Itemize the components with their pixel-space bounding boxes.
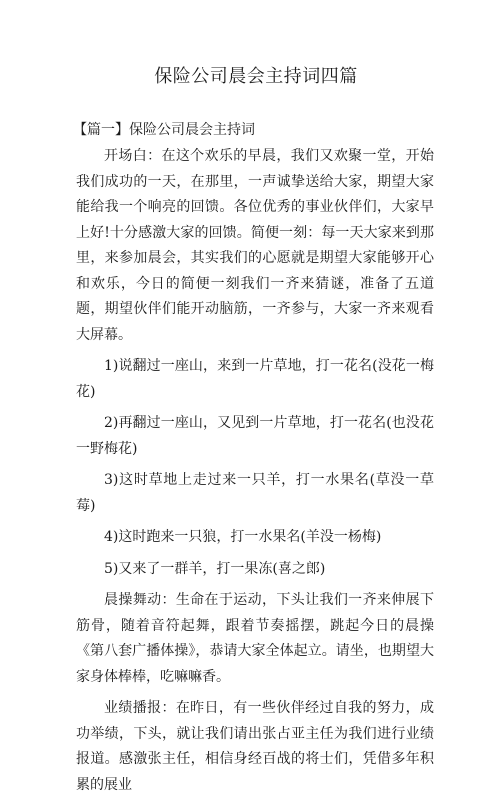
section-heading: 【篇一】保险公司晨会主持词 bbox=[73, 122, 255, 138]
riddle-3: 3)这时草地上走过来一只羊，打一水果名(草没一草莓) bbox=[76, 472, 434, 514]
paragraph-opening: 开场白：在这个欢乐的早晨，我们又欢聚一堂，开始我们成功的一天，在那里，一声诚挚送给大家，期望大家能给我一个响亮的回馈。各位优秀的事业伙伴们，大家早上好!十分感激大家的回馈。简便一刻：每一天大家来到那里，来参加晨会，其实我们的心愿就是期望大家能够开心和欢乐，今日的简便一刻我们一齐来猜谜，准备了五道题，期望伙伴们能开动脑筋，一齐参与，大家一齐来观看大屏幕。 bbox=[76, 148, 434, 343]
riddle-2: 2)再翻过一座山，又见到一片草地，打一花名(也没花一野梅花) bbox=[76, 415, 434, 457]
riddle-4: 4)这时跑来一只狼，打一水果名(羊没一杨梅) bbox=[104, 529, 382, 545]
document-body bbox=[76, 144, 434, 798]
riddle-1: 1)说翻过一座山，来到一片草地，打一花名(没花一梅花) bbox=[76, 358, 434, 400]
riddle-5: 5)又来了一群羊，打一果冻(喜之郎) bbox=[104, 560, 326, 577]
paragraph-performance-report: 业绩播报：在昨日，有一些伙伴经过自我的努力，成功举绩，下头，就让我们请出张占亚主任为我们进行业绩报道。感激张主任，相信身经百战的将士们，凭借多年积累的展业 bbox=[76, 700, 434, 793]
paragraph-morning-exercise: 晨操舞动：生命在于运动，下头让我们一齐来伸展下筋骨，随着音符起舞，跟着节奏摇摆，跳起今日的晨操《第八套广播体操》，恭请大家全体起立。请坐，也期望大家身体棒棒，吃嘛嘛香。 bbox=[76, 592, 434, 685]
document-title: 保险公司晨会主持词四篇 bbox=[154, 66, 358, 87]
